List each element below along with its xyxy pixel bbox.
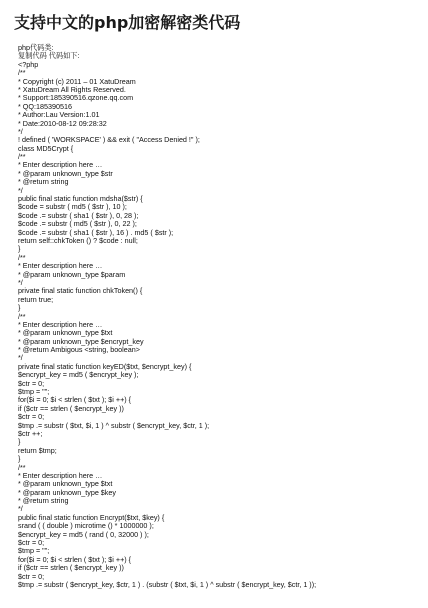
code-line: * QQ:185390516: [18, 101, 72, 111]
code-line: $ctr ++;: [18, 428, 43, 438]
code-line: * @param unknown_type $txt: [18, 328, 113, 338]
code-line: return self::chkToken () ? $code : null;: [18, 235, 138, 245]
code-line: */: [18, 353, 23, 363]
code-line: if ($ctr == strlen ( $encrypt_key )): [18, 563, 124, 573]
code-line: public final static function Encrypt($txt, $key) {: [18, 512, 165, 522]
code-line: * @param unknown_type $param: [18, 269, 126, 279]
code-line: }: [18, 454, 21, 464]
code-line: */: [18, 504, 23, 514]
code-line: * @return string: [18, 496, 69, 506]
code-line: $ctr = 0;: [18, 412, 45, 422]
code-line: /**: [18, 462, 26, 472]
code-line: $code .= substr ( sha1 ( $str ), 16 ) . md5 ( $str );: [18, 227, 174, 237]
code-line: */: [18, 277, 23, 287]
code-line: }: [18, 437, 21, 447]
code-line: $tmp .= substr ( $txt, $i, 1 ) ^ substr ( $encrypt_key, $ctr, 1 );: [18, 420, 210, 430]
code-line: * Author:Lau Version:1.01: [18, 110, 100, 120]
code-line: * XatuDream All Rights Reserved.: [18, 84, 126, 94]
code-line: * Date:2010-08-12 09:28:32: [18, 118, 107, 128]
code-line: /**: [18, 68, 26, 78]
code-line: for($i = 0; $i < strlen ( $txt ); $i ++) {: [18, 554, 132, 564]
code-line: * Copyright (c) 2011 – 01 XatuDream: [18, 76, 136, 86]
code-line: $ctr = 0;: [18, 378, 45, 388]
code-line: * @return Ambigous <string, boolean>: [18, 345, 140, 355]
code-line: * Enter description here …: [18, 319, 103, 329]
code-line: if ($ctr == strlen ( $encrypt_key )): [18, 403, 124, 413]
code-line: $tmp = "";: [18, 546, 50, 556]
code-line: }: [18, 244, 21, 254]
code-line: * Enter description here …: [18, 261, 103, 271]
code-line: return true;: [18, 294, 54, 304]
code-line: $ctr = 0;: [18, 538, 45, 548]
code-line: class MD5Crypt {: [18, 143, 74, 153]
code-line: $tmp = "";: [18, 387, 50, 397]
code-line: php代码类:: [18, 43, 54, 52]
code-line: $encrypt_key = md5 ( $encrypt_key );: [18, 370, 139, 380]
code-line: for($i = 0; $i < strlen ( $txt ); $i ++) {: [18, 395, 132, 405]
code-line: * Enter description here …: [18, 470, 103, 480]
code-line: $encrypt_key = md5 ( rand ( 0, 32000 ) );: [18, 529, 149, 539]
code-line: }: [18, 303, 21, 313]
code-line: */: [18, 126, 23, 136]
code-line: $code .= substr ( md5 ( $str ), 0, 22 );: [18, 219, 137, 229]
code-line: * Enter description here …: [18, 160, 103, 170]
code-line: $tmp .= substr ( $encrypt_key, $ctr, 1 ) . (substr ( $txt, $i, 1 ) ^ substr ( $encrypt_key, $ctr, 1 ));: [18, 580, 317, 589]
code-line: * @return string: [18, 177, 69, 187]
code-line: /**: [18, 311, 26, 321]
code-line: */: [18, 185, 23, 195]
code-line: <?php: [18, 59, 39, 69]
code-line: /**: [18, 252, 26, 262]
code-line: 复制代码 代码如下:: [18, 51, 80, 61]
code-line: ! defined ( 'WORKSPACE' ) && exit ( "Access Denied !" );: [18, 135, 200, 145]
code-line: $ctr = 0;: [18, 571, 45, 581]
code-line: * @param unknown_type $txt: [18, 479, 113, 489]
code-line: * @param unknown_type $str: [18, 168, 113, 178]
code-line: /**: [18, 152, 26, 162]
code-line: srand ( ( double ) microtime () * 1000000 );: [18, 521, 154, 531]
code-line: return $tmp;: [18, 445, 57, 455]
page-title: 支持中文的php加密解密类代码: [14, 13, 241, 32]
code-line: * @param unknown_type $encrypt_key: [18, 336, 144, 346]
code-line: $code = substr ( md5 ( $str ), 10 );: [18, 202, 127, 212]
code-line: private final static function chkToken() {: [18, 286, 143, 296]
code-line: private final static function keyED($txt, $encrypt_key) {: [18, 361, 192, 371]
code-line: * @param unknown_type $key: [18, 487, 116, 497]
code-listing: [18, 44, 418, 589]
code-line: public final static function mdsha($str) {: [18, 194, 143, 204]
code-line: * Support:185390516.qzone.qq.com: [18, 93, 134, 103]
code-line: $code .= substr ( sha1 ( $str ), 0, 28 );: [18, 210, 139, 220]
